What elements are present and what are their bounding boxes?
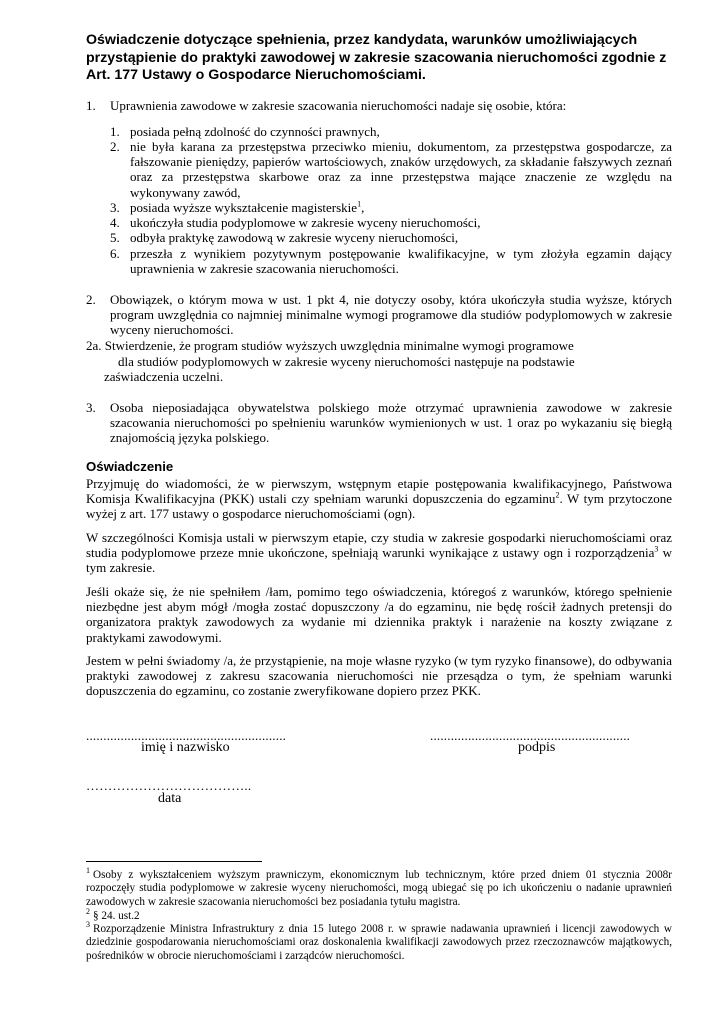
footnote-mark: 1 — [86, 866, 90, 876]
section-2a-line-2: dla studiów podyplomowych w zakresie wyceny nieruchomości następuje na podstawie — [118, 354, 575, 369]
footnote: $^1$ Osoby z wykształceniem wyższym prawniczym, ekonomicznym lub technicznym, które przed dniem 01 stycznia 2008r rozpoczęły studia podyplomowe w zakresie wyceny nieruchomości, mogą ubiegać się po ich ukończeniu o nadanie uprawnień zawodowych w zakresie szacowania nieruchomości bez posiadania tytułu magistra. — [86, 866, 672, 908]
footnote-mark: 3 — [86, 920, 90, 930]
footnote-mark: 2 — [86, 907, 90, 917]
footnote-ref: 3 — [654, 544, 659, 554]
section-1-number: 1. — [86, 98, 96, 113]
declaration-paragraph-4: Jestem w pełni świadomy /a, że przystąpienie, na moje własne ryzyko (w tym ryzyko finansowe), do odbywania praktyki zawodowej z zakresu szacowania nieruchomości nie przesądza o tym, że spełniam warunki dopuszczenia do egzaminu, co zostanie zweryfikowane dopiero przez PKK. — [86, 653, 672, 699]
declaration-paragraph-2: W szczególności Komisja ustali w pierwszym etapie, czy studia w zakresie gospodarki nieruchomościami oraz studia podyplomowe przeze mnie ukończone, spełniają warunki wynikające z ustawy ogn i rozporządzenia$^3$ w tym zakresie. — [86, 530, 672, 576]
list-item-number: 5. — [110, 230, 120, 245]
section-2a-line-3: zaświadczenia uczelni. — [104, 369, 224, 384]
section-1-text: Uprawnienia zawodowe w zakresie szacowania nieruchomości nadaje się osobie, która: — [110, 98, 567, 113]
date-label: data — [158, 791, 182, 806]
footnote-separator — [86, 861, 262, 862]
section-2-number: 2. — [86, 292, 96, 307]
declaration-paragraph-3: Jeśli okaże się, że nie spełniłem /łam, pomimo tego oświadczenia, któregoś z warunków, którego spełnienie niezbędne jest abym mógł /mogła zostać dopuszczony /a do egzaminu, nie będę rościł żadnych pretensji do organizatora praktyk zawodowych za wydanie mi dziennika praktyk i narażenie na koszty związane z praktykami zawodowymi. — [86, 584, 672, 645]
footnote: $^3$ Rozporządzenie Ministra Infrastruktury z dnia 15 lutego 2008 r. w sprawie nadawania uprawnień i licencji zawodowych w dziedzinie gospodarowania nieruchomościami oraz doskonalenia kwalifikacji zawodowych przez rzeczoznawców majątkowych, pośredników w obrocie nieruchomościami i zarządców nieruchomości. — [86, 920, 672, 962]
section-3-number: 3. — [86, 400, 96, 415]
list-item-number: 6. — [110, 246, 120, 261]
list-item: ukończyła studia podyplomowe w zakresie wyceny nieruchomości, — [130, 215, 481, 230]
section-2a-line-1: 2a. Stwierdzenie, że program studiów wyższych uwzględnia minimalne wymogi programowe — [86, 338, 574, 353]
list-item: przeszła z wynikiem pozytywnym postępowanie kwalifikacyjne, w tym złożyła egzamin dający uprawnienia w zakresie szacowania nieruchomości. — [130, 246, 672, 277]
list-item: posiada wyższe wykształcenie magisterskie$^1$, — [130, 199, 365, 215]
footnote-ref: 2 — [555, 490, 560, 500]
list-item-number: 1. — [110, 124, 120, 139]
name-label: imię i nazwisko — [141, 740, 230, 755]
list-item-number: 4. — [110, 215, 120, 230]
signature-label: podpis — [518, 740, 556, 755]
list-item: nie była karana za przestępstwa przeciwko mieniu, dokumentom, za przestępstwa gospodarcze, za fałszowanie pieniędzy, papierów wartościowych, znaków urzędowych, za składanie fałszywych zeznań oraz za przestępstwa skarbowe oraz za inne przestępstwa mające znaczenie ze względu na wykonywany zawód, — [130, 139, 672, 200]
list-item-number: 2. — [110, 139, 120, 154]
section-2-text: Obowiązek, o którym mowa w ust. 1 pkt 4, nie dotyczy osoby, która ukończyła studia wyższe, których program uwzględnia co najmniej minimalne wymogi programowe dla studiów podyplomowych w zakresie wyceny nieruchomości. — [110, 292, 672, 338]
list-item: odbyła praktykę zawodową w zakresie wyceny nieruchomości, — [130, 230, 459, 245]
declaration-paragraph-1: Przyjmuję do wiadomości, że w pierwszym, wstępnym etapie postępowania kwalifikacyjnego, Państwowa Komisja Kwalifikacyjna (PKK) ustali czy spełniam warunki dopuszczenia do egzaminu$^2$. W tym przytoczone wyżej z art. 177 ustawy o gospodarce nieruchomościami (ogn). — [86, 476, 672, 522]
section-3-text: Osoba nieposiadająca obywatelstwa polskiego może otrzymać uprawnienia zawodowe w zakresie szacowania nieruchomości po spełnieniu warunków wymienionych w ust. 1 oraz po wykazaniu się biegłą znajomością języka polskiego. — [110, 400, 672, 446]
signature-dotted-line: .......................................................... — [430, 728, 631, 743]
declaration-heading: Oświadczenie — [86, 459, 174, 474]
footnote: $^2$ § 24. ust.2 — [86, 907, 140, 922]
date-dotted-line: ……………………………….. — [86, 778, 252, 793]
name-dotted-line: .......................................................... — [86, 728, 287, 743]
document-title: Oświadczenie dotyczące spełnienia, przez kandydata, warunków umożliwiających przystąpienie do praktyki zawodowej w zakresie szacowania nieruchomości zgodnie z Art. 177 Ustawy o Gospodarce Nieruchomościami. — [86, 32, 667, 83]
list-item: posiada pełną zdolność do czynności prawnych, — [130, 124, 380, 139]
list-item-number: 3. — [110, 200, 120, 215]
footnote-ref: 1 — [357, 199, 362, 209]
